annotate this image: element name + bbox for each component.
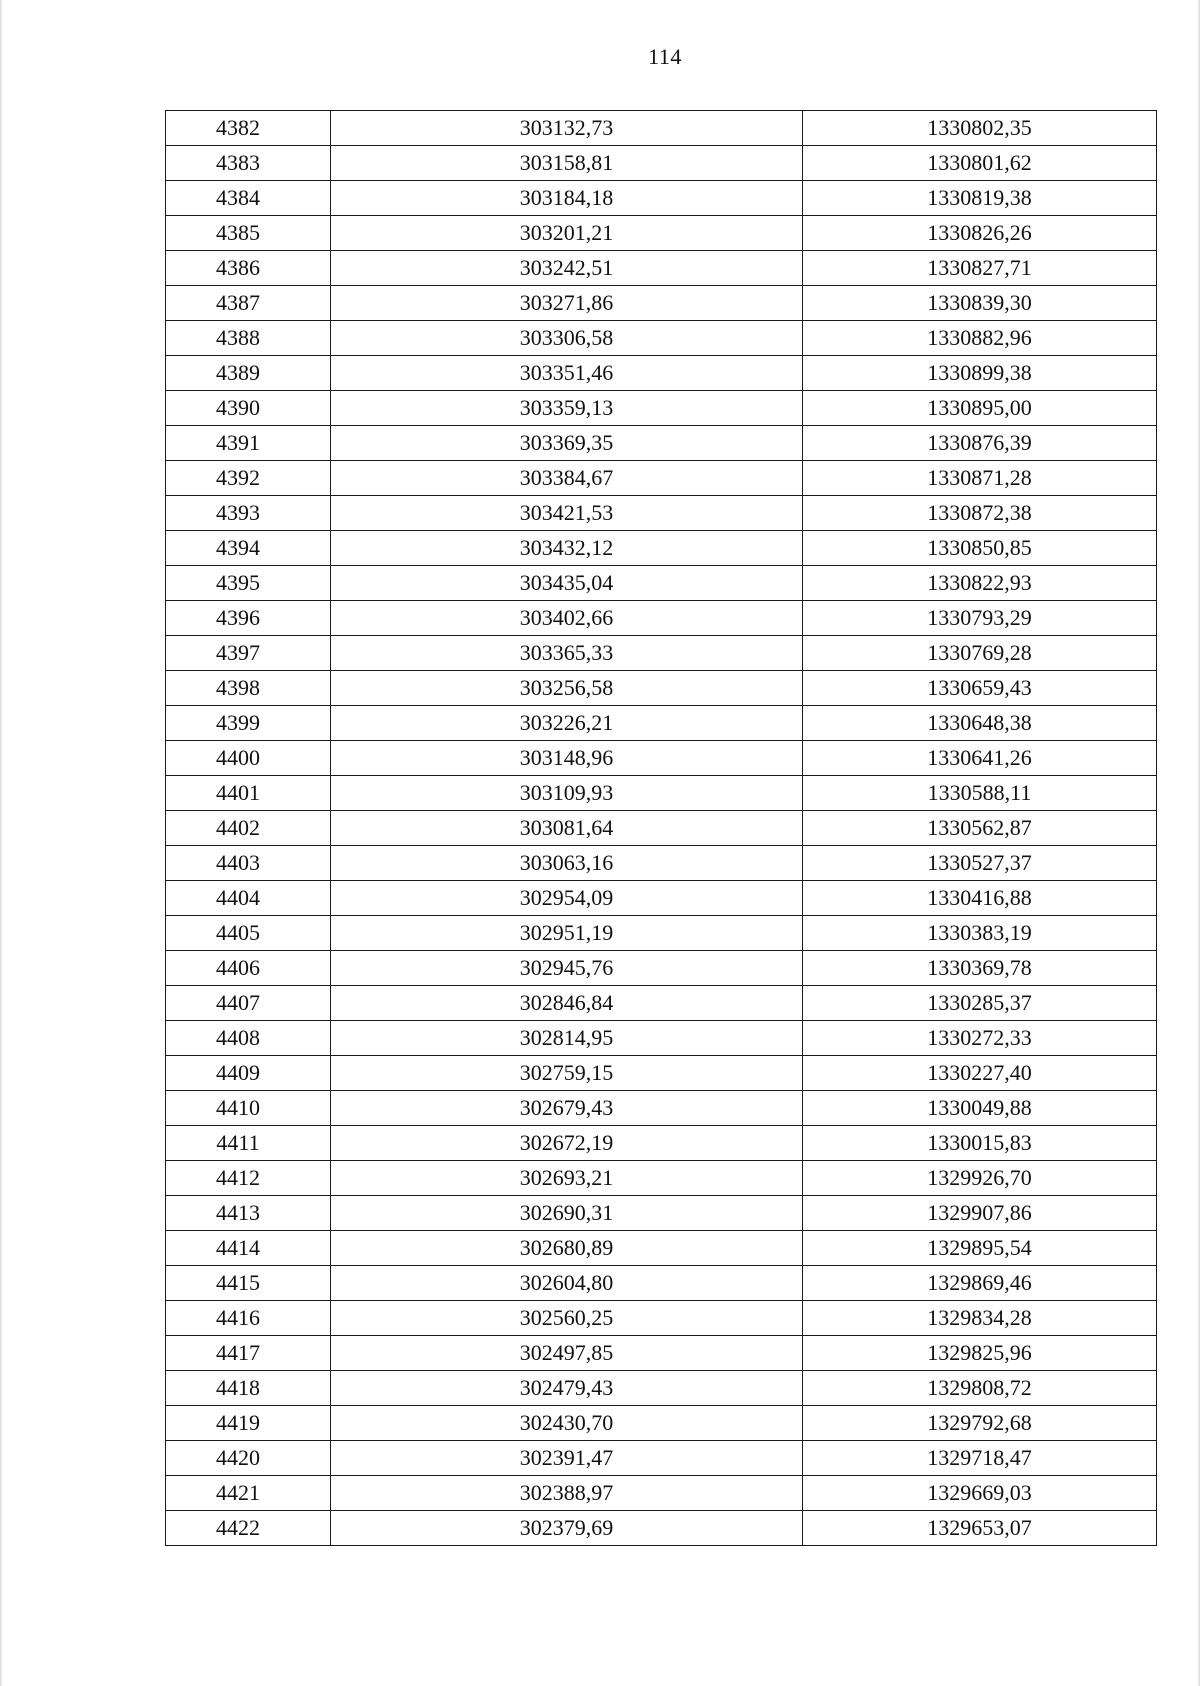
point-number-cell: 4390 bbox=[166, 391, 331, 426]
x-coordinate-cell: 303384,67 bbox=[331, 461, 803, 496]
point-number-cell: 4403 bbox=[166, 846, 331, 881]
table-row bbox=[166, 1336, 1157, 1371]
table-row bbox=[166, 461, 1157, 496]
point-number-cell: 4395 bbox=[166, 566, 331, 601]
table-row bbox=[166, 741, 1157, 776]
point-number-cell: 4399 bbox=[166, 706, 331, 741]
table-row bbox=[166, 1511, 1157, 1546]
point-number-cell: 4392 bbox=[166, 461, 331, 496]
x-coordinate-cell: 302430,70 bbox=[331, 1406, 803, 1441]
coordinates-table bbox=[165, 110, 1157, 1546]
table-row bbox=[166, 1196, 1157, 1231]
x-coordinate-cell: 302679,43 bbox=[331, 1091, 803, 1126]
x-coordinate-cell: 303271,86 bbox=[331, 286, 803, 321]
table-row bbox=[166, 811, 1157, 846]
x-coordinate-cell: 303148,96 bbox=[331, 741, 803, 776]
x-coordinate-cell: 302604,80 bbox=[331, 1266, 803, 1301]
point-number-cell: 4410 bbox=[166, 1091, 331, 1126]
table-row bbox=[166, 286, 1157, 321]
table-row bbox=[166, 986, 1157, 1021]
point-number-cell: 4387 bbox=[166, 286, 331, 321]
table-row bbox=[166, 1161, 1157, 1196]
x-coordinate-cell: 302846,84 bbox=[331, 986, 803, 1021]
table-row bbox=[166, 1371, 1157, 1406]
table-row bbox=[166, 251, 1157, 286]
y-coordinate-cell: 1330872,38 bbox=[803, 496, 1157, 531]
table-row bbox=[166, 146, 1157, 181]
table-row bbox=[166, 1231, 1157, 1266]
point-number-cell: 4389 bbox=[166, 356, 331, 391]
table-row bbox=[166, 1056, 1157, 1091]
y-coordinate-cell: 1330793,29 bbox=[803, 601, 1157, 636]
table-row bbox=[166, 321, 1157, 356]
point-number-cell: 4409 bbox=[166, 1056, 331, 1091]
table-row bbox=[166, 566, 1157, 601]
table-row bbox=[166, 531, 1157, 566]
y-coordinate-cell: 1329808,72 bbox=[803, 1371, 1157, 1406]
point-number-cell: 4402 bbox=[166, 811, 331, 846]
y-coordinate-cell: 1330899,38 bbox=[803, 356, 1157, 391]
point-number-cell: 4414 bbox=[166, 1231, 331, 1266]
x-coordinate-cell: 303242,51 bbox=[331, 251, 803, 286]
y-coordinate-cell: 1330383,19 bbox=[803, 916, 1157, 951]
y-coordinate-cell: 1329792,68 bbox=[803, 1406, 1157, 1441]
x-coordinate-cell: 302759,15 bbox=[331, 1056, 803, 1091]
point-number-cell: 4420 bbox=[166, 1441, 331, 1476]
y-coordinate-cell: 1330882,96 bbox=[803, 321, 1157, 356]
point-number-cell: 4398 bbox=[166, 671, 331, 706]
y-coordinate-cell: 1330648,38 bbox=[803, 706, 1157, 741]
y-coordinate-cell: 1330588,11 bbox=[803, 776, 1157, 811]
point-number-cell: 4422 bbox=[166, 1511, 331, 1546]
point-number-cell: 4385 bbox=[166, 216, 331, 251]
x-coordinate-cell: 303158,81 bbox=[331, 146, 803, 181]
table-row bbox=[166, 1406, 1157, 1441]
y-coordinate-cell: 1330827,71 bbox=[803, 251, 1157, 286]
page-left-edge bbox=[0, 0, 3, 1686]
x-coordinate-cell: 302693,21 bbox=[331, 1161, 803, 1196]
y-coordinate-cell: 1330416,88 bbox=[803, 881, 1157, 916]
x-coordinate-cell: 303421,53 bbox=[331, 496, 803, 531]
point-number-cell: 4415 bbox=[166, 1266, 331, 1301]
x-coordinate-cell: 302945,76 bbox=[331, 951, 803, 986]
table-row bbox=[166, 636, 1157, 671]
table-row bbox=[166, 356, 1157, 391]
y-coordinate-cell: 1330527,37 bbox=[803, 846, 1157, 881]
table-row bbox=[166, 1301, 1157, 1336]
x-coordinate-cell: 303081,64 bbox=[331, 811, 803, 846]
x-coordinate-cell: 303109,93 bbox=[331, 776, 803, 811]
table-row bbox=[166, 706, 1157, 741]
x-coordinate-cell: 302379,69 bbox=[331, 1511, 803, 1546]
y-coordinate-cell: 1329926,70 bbox=[803, 1161, 1157, 1196]
point-number-cell: 4394 bbox=[166, 531, 331, 566]
table-row bbox=[166, 916, 1157, 951]
table-row bbox=[166, 216, 1157, 251]
y-coordinate-cell: 1330871,28 bbox=[803, 461, 1157, 496]
x-coordinate-cell: 303432,12 bbox=[331, 531, 803, 566]
y-coordinate-cell: 1330826,26 bbox=[803, 216, 1157, 251]
y-coordinate-cell: 1329825,96 bbox=[803, 1336, 1157, 1371]
x-coordinate-cell: 303226,21 bbox=[331, 706, 803, 741]
y-coordinate-cell: 1330049,88 bbox=[803, 1091, 1157, 1126]
coordinates-table-body bbox=[166, 111, 1157, 1546]
point-number-cell: 4393 bbox=[166, 496, 331, 531]
table-row bbox=[166, 1126, 1157, 1161]
x-coordinate-cell: 303201,21 bbox=[331, 216, 803, 251]
table-row bbox=[166, 391, 1157, 426]
x-coordinate-cell: 303351,46 bbox=[331, 356, 803, 391]
y-coordinate-cell: 1330822,93 bbox=[803, 566, 1157, 601]
y-coordinate-cell: 1329869,46 bbox=[803, 1266, 1157, 1301]
x-coordinate-cell: 302560,25 bbox=[331, 1301, 803, 1336]
point-number-cell: 4405 bbox=[166, 916, 331, 951]
y-coordinate-cell: 1330562,87 bbox=[803, 811, 1157, 846]
x-coordinate-cell: 302497,85 bbox=[331, 1336, 803, 1371]
x-coordinate-cell: 302388,97 bbox=[331, 1476, 803, 1511]
table-row bbox=[166, 776, 1157, 811]
point-number-cell: 4408 bbox=[166, 1021, 331, 1056]
x-coordinate-cell: 303402,66 bbox=[331, 601, 803, 636]
y-coordinate-cell: 1330769,28 bbox=[803, 636, 1157, 671]
x-coordinate-cell: 302680,89 bbox=[331, 1231, 803, 1266]
x-coordinate-cell: 303132,73 bbox=[331, 111, 803, 146]
x-coordinate-cell: 303359,13 bbox=[331, 391, 803, 426]
y-coordinate-cell: 1330369,78 bbox=[803, 951, 1157, 986]
page-number: 114 bbox=[648, 44, 682, 69]
point-number-cell: 4384 bbox=[166, 181, 331, 216]
y-coordinate-cell: 1330015,83 bbox=[803, 1126, 1157, 1161]
point-number-cell: 4383 bbox=[166, 146, 331, 181]
point-number-cell: 4397 bbox=[166, 636, 331, 671]
table-row bbox=[166, 496, 1157, 531]
y-coordinate-cell: 1329718,47 bbox=[803, 1441, 1157, 1476]
point-number-cell: 4388 bbox=[166, 321, 331, 356]
y-coordinate-cell: 1330285,37 bbox=[803, 986, 1157, 1021]
table-row bbox=[166, 601, 1157, 636]
point-number-cell: 4396 bbox=[166, 601, 331, 636]
table-row bbox=[166, 881, 1157, 916]
table-row bbox=[166, 1476, 1157, 1511]
x-coordinate-cell: 303063,16 bbox=[331, 846, 803, 881]
y-coordinate-cell: 1329653,07 bbox=[803, 1511, 1157, 1546]
point-number-cell: 4412 bbox=[166, 1161, 331, 1196]
x-coordinate-cell: 303256,58 bbox=[331, 671, 803, 706]
y-coordinate-cell: 1329895,54 bbox=[803, 1231, 1157, 1266]
point-number-cell: 4400 bbox=[166, 741, 331, 776]
y-coordinate-cell: 1330876,39 bbox=[803, 426, 1157, 461]
table-row bbox=[166, 846, 1157, 881]
point-number-cell: 4418 bbox=[166, 1371, 331, 1406]
table-row bbox=[166, 1021, 1157, 1056]
y-coordinate-cell: 1329669,03 bbox=[803, 1476, 1157, 1511]
y-coordinate-cell: 1330272,33 bbox=[803, 1021, 1157, 1056]
y-coordinate-cell: 1329907,86 bbox=[803, 1196, 1157, 1231]
y-coordinate-cell: 1330839,30 bbox=[803, 286, 1157, 321]
x-coordinate-cell: 302672,19 bbox=[331, 1126, 803, 1161]
x-coordinate-cell: 303306,58 bbox=[331, 321, 803, 356]
x-coordinate-cell: 303435,04 bbox=[331, 566, 803, 601]
point-number-cell: 4391 bbox=[166, 426, 331, 461]
point-number-cell: 4406 bbox=[166, 951, 331, 986]
table-row bbox=[166, 671, 1157, 706]
y-coordinate-cell: 1330895,00 bbox=[803, 391, 1157, 426]
y-coordinate-cell: 1330819,38 bbox=[803, 181, 1157, 216]
x-coordinate-cell: 303369,35 bbox=[331, 426, 803, 461]
x-coordinate-cell: 302479,43 bbox=[331, 1371, 803, 1406]
y-coordinate-cell: 1330801,62 bbox=[803, 146, 1157, 181]
table-row bbox=[166, 181, 1157, 216]
point-number-cell: 4421 bbox=[166, 1476, 331, 1511]
table-row bbox=[166, 111, 1157, 146]
x-coordinate-cell: 303365,33 bbox=[331, 636, 803, 671]
point-number-cell: 4386 bbox=[166, 251, 331, 286]
y-coordinate-cell: 1330641,26 bbox=[803, 741, 1157, 776]
y-coordinate-cell: 1330659,43 bbox=[803, 671, 1157, 706]
y-coordinate-cell: 1329834,28 bbox=[803, 1301, 1157, 1336]
x-coordinate-cell: 303184,18 bbox=[331, 181, 803, 216]
table-row bbox=[166, 426, 1157, 461]
point-number-cell: 4411 bbox=[166, 1126, 331, 1161]
x-coordinate-cell: 302690,31 bbox=[331, 1196, 803, 1231]
point-number-cell: 4413 bbox=[166, 1196, 331, 1231]
point-number-cell: 4382 bbox=[166, 111, 331, 146]
point-number-cell: 4417 bbox=[166, 1336, 331, 1371]
point-number-cell: 4419 bbox=[166, 1406, 331, 1441]
y-coordinate-cell: 1330802,35 bbox=[803, 111, 1157, 146]
y-coordinate-cell: 1330850,85 bbox=[803, 531, 1157, 566]
y-coordinate-cell: 1330227,40 bbox=[803, 1056, 1157, 1091]
table-row bbox=[166, 1266, 1157, 1301]
x-coordinate-cell: 302391,47 bbox=[331, 1441, 803, 1476]
table-row bbox=[166, 951, 1157, 986]
point-number-cell: 4401 bbox=[166, 776, 331, 811]
x-coordinate-cell: 302954,09 bbox=[331, 881, 803, 916]
point-number-cell: 4407 bbox=[166, 986, 331, 1021]
point-number-cell: 4416 bbox=[166, 1301, 331, 1336]
x-coordinate-cell: 302814,95 bbox=[331, 1021, 803, 1056]
x-coordinate-cell: 302951,19 bbox=[331, 916, 803, 951]
table-row bbox=[166, 1441, 1157, 1476]
table-row bbox=[166, 1091, 1157, 1126]
point-number-cell: 4404 bbox=[166, 881, 331, 916]
